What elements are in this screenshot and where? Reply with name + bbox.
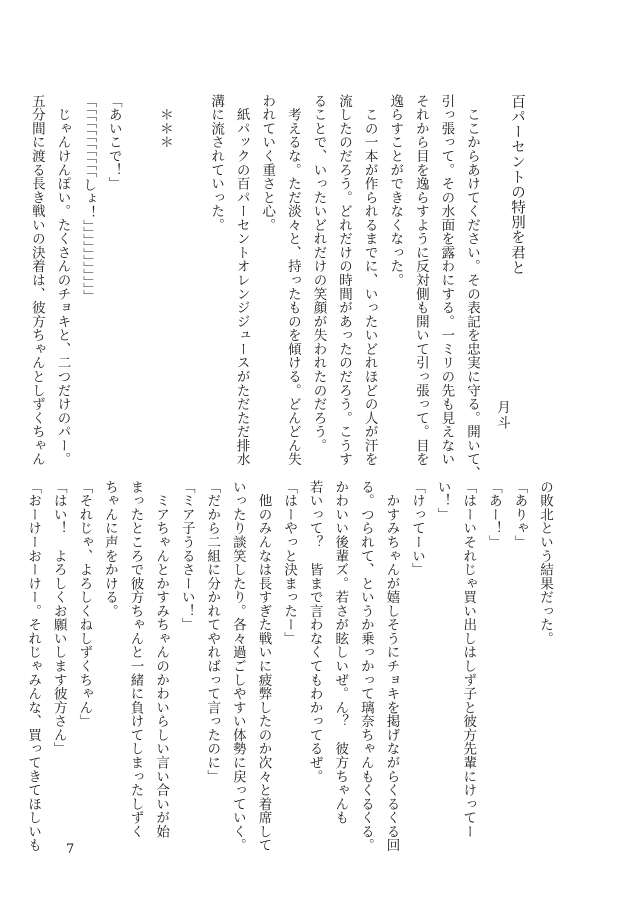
text-line: 引っ張って。その水面を露わにする。一ミリの先も見えない	[438, 94, 455, 467]
text-line: い！」	[434, 480, 451, 522]
text-line: 「はーやっと決まったー」	[281, 480, 298, 646]
text-line: の敗北という結果だった。	[537, 480, 553, 646]
text-line: かわいい後輩ズ。若さが眩しいぜ。ん？ 彼方ちゃんも	[332, 480, 349, 825]
text-line: る。つられて、というか乗っかって璃奈ちゃんもくるくる。	[357, 480, 374, 853]
text-line: 「はい！ よろしくお願いします彼方さん」	[50, 480, 67, 756]
text-line: 「あー！」	[485, 480, 502, 549]
text-line: 「あいこで！」	[105, 94, 122, 191]
text-line: 「ミア子うるさーい！」	[178, 480, 195, 632]
story-title: 百パーセントの特別を君と	[509, 94, 525, 276]
text-line: それから目を逸らすように反対側も開いて引っ張って。目を	[412, 94, 429, 467]
text-line: じゃんけんぽい。たくさんのチョキと、二つだけのパー。	[54, 94, 71, 467]
text-line: 他のみんなは長すぎた戦いに疲弊したのか次々と着席して	[255, 480, 272, 853]
text-line: 「ありゃ」	[511, 480, 528, 549]
text-line: ミアちゃんとかすみちゃんのかわいらしい言い合いが始	[153, 480, 170, 839]
text-line: 「だから二組に分かれてやればって言ったのに」	[204, 480, 221, 784]
text-line: 逸らすことができなくなった。	[387, 94, 404, 287]
text-line: かすみちゃんが嬉しそうにチョキを掲げながらくるくる回	[383, 480, 400, 853]
text-line: 流したのだろう。どれだけの時間があったのだろう。こうす	[336, 94, 353, 467]
text-line: 考えるな。ただ淡々と、持ったものを傾ける。どんどん失	[284, 94, 301, 467]
text-line: 若いって？ 皆まで言わなくてもわかってるぜ。	[306, 480, 323, 784]
text-line: 「それじゃ、よろしくねしずくちゃん」	[76, 480, 93, 729]
page-number: 7	[66, 842, 75, 857]
text-line: ここからあけてください。その表記を忠実に守る。開いて、	[464, 94, 480, 480]
text-line: ちゃんに声をかける。	[101, 480, 118, 618]
text-line: われていく重さと心。	[259, 94, 276, 232]
text-line: 「けってーい」	[409, 480, 426, 577]
text-line: この一本が作られるまでに、いったいどれほどの人が汗を	[361, 94, 378, 467]
text-line: 五分間に渡る長き戦いの決着は、彼方ちゃんとしずくちゃん	[28, 94, 45, 467]
text-line: いったり談笑したり。各々過ごしやすい体勢に戻っていく。	[229, 480, 246, 853]
text-line: 「おーけーおーけー。それじゃみんな、買ってきてほしいも	[25, 480, 42, 853]
text-line: 「「「「「「「「「「「しょ！」」」」」」」」」」」	[80, 94, 97, 304]
bottom-text-block	[20, 480, 557, 852]
top-text-block	[23, 94, 484, 480]
author-name: 月斗	[494, 400, 510, 431]
text-line: ることで、いったいどれだけの笑顔が失われたのだろう。	[310, 94, 327, 453]
scene-break: ＊＊＊	[156, 94, 173, 150]
text-line: 紙パックの百パーセントオレンジジュースがただただ排水	[233, 94, 250, 467]
text-line: 溝に流されていった。	[208, 94, 225, 232]
text-line: まったところで彼方ちゃんと一緒に負けてしまったしずく	[127, 480, 144, 839]
text-line: 「はーいそれじゃ買い出しはしず子と彼方先輩にけってー	[460, 480, 477, 839]
blank-line	[177, 94, 203, 480]
blank-line	[126, 94, 152, 480]
